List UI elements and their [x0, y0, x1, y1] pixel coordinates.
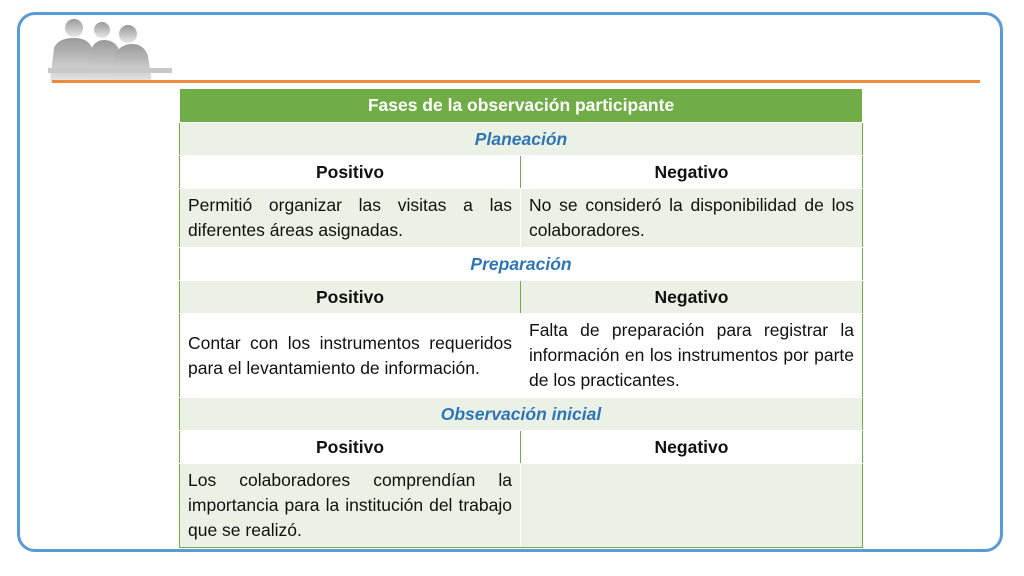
- phase-name: Preparación: [180, 248, 863, 281]
- table-row: [180, 189, 863, 248]
- column-header-row: [180, 431, 863, 464]
- positive-cell: Los colaboradores comprendían la importancia para la institución del trabajo que se realizó.: [180, 464, 521, 548]
- column-header-row: [180, 156, 863, 189]
- column-header-row: [180, 281, 863, 314]
- positive-cell: Contar con los instrumentos requeridos para el levantamiento de información.: [180, 314, 521, 398]
- table-title-row: [180, 89, 863, 123]
- phase-name: Planeación: [180, 123, 863, 156]
- positive-header: Positivo: [180, 156, 521, 189]
- table-row: [180, 464, 863, 548]
- negative-cell: [521, 464, 863, 548]
- phase-name: Observación inicial: [180, 398, 863, 431]
- table-title: Fases de la observación participante: [180, 89, 863, 123]
- negative-cell: Falta de preparación para registrar la información en los instrumentos por parte de los practicantes.: [521, 314, 863, 398]
- positive-header: Positivo: [180, 281, 521, 314]
- negative-cell: No se consideró la disponibilidad de los colaboradores.: [521, 189, 863, 248]
- observation-phases-table: [179, 88, 863, 548]
- negative-header: Negativo: [521, 156, 863, 189]
- phase-row: [180, 398, 863, 431]
- accent-divider: [52, 80, 980, 83]
- negative-header: Negativo: [521, 431, 863, 464]
- phase-row: [180, 123, 863, 156]
- negative-header: Negativo: [521, 281, 863, 314]
- phase-row: [180, 248, 863, 281]
- positive-header: Positivo: [180, 431, 521, 464]
- table-row: [180, 314, 863, 398]
- business-people-silhouette-icon: [44, 18, 174, 82]
- positive-cell: Permitió organizar las visitas a las diferentes áreas asignadas.: [180, 189, 521, 248]
